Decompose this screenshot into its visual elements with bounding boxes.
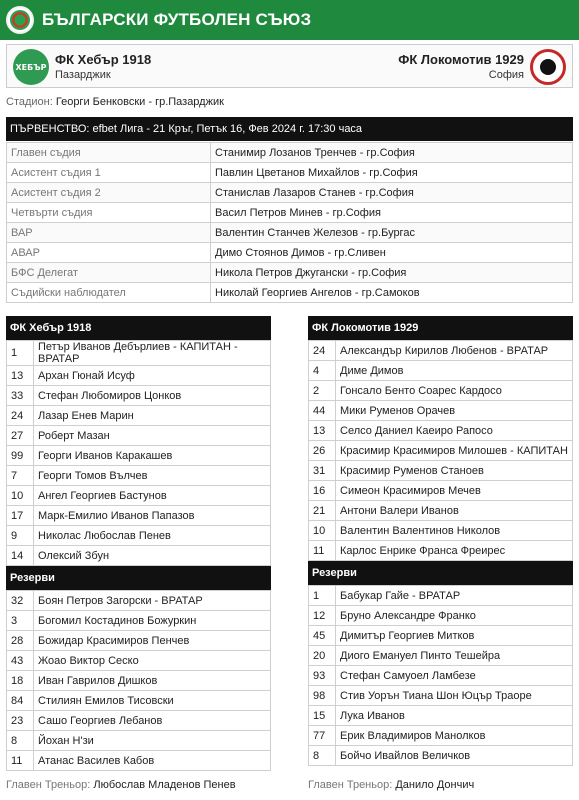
player-number: 9	[7, 526, 34, 546]
player-row	[7, 526, 271, 546]
player-name: Димитър Георгиев Митков	[336, 626, 573, 646]
away-team-name: ФК Локомотив 1929	[398, 52, 524, 67]
player-number: 11	[7, 751, 34, 771]
home-team-logo-icon: ХЕБЪР	[13, 49, 49, 85]
player-number: 15	[309, 706, 336, 726]
official-row	[7, 223, 573, 243]
player-name: Николас Любослав Пенев	[34, 526, 271, 546]
player-name: Георги Иванов Каракашев	[34, 446, 271, 466]
player-number: 13	[309, 421, 336, 441]
player-name: Симеон Красимиров Мечев	[336, 481, 573, 501]
player-number: 7	[7, 466, 34, 486]
official-role: Главен съдия	[7, 143, 211, 163]
player-number: 98	[309, 686, 336, 706]
player-row	[309, 401, 573, 421]
player-name: Лазар Енев Марин	[34, 406, 271, 426]
player-name: Красимир Красимиров Милошев - КАПИТАН	[336, 441, 573, 461]
match-header	[6, 44, 573, 88]
player-row	[309, 541, 573, 561]
competition-bar: ПЪРВЕНСТВО: efbet Лига - 21 Кръг, Петък 16, Фев 2024 г. 17:30 часа	[6, 117, 573, 141]
official-name: Валентин Станчев Железов - гр.Бургас	[211, 223, 573, 243]
player-name: Олексий Збун	[34, 546, 271, 566]
player-number: 10	[7, 486, 34, 506]
player-row	[7, 611, 271, 631]
player-row	[7, 366, 271, 386]
player-number: 2	[309, 381, 336, 401]
player-name: Карлос Енрике Франса Фреирес	[336, 541, 573, 561]
player-row	[309, 586, 573, 606]
player-row	[309, 481, 573, 501]
away-team-logo-icon	[530, 49, 566, 85]
player-name: Архан Гюнай Исуф	[34, 366, 271, 386]
away-lineup-title: ФК Локомотив 1929	[308, 316, 573, 340]
player-row	[7, 546, 271, 566]
player-row	[309, 521, 573, 541]
player-number: 1	[309, 586, 336, 606]
official-row	[7, 203, 573, 223]
player-name: Стефан Самуоел Ламбезе	[336, 666, 573, 686]
player-row	[309, 706, 573, 726]
official-name: Никола Петров Джугански - гр.София	[211, 263, 573, 283]
official-role: Асистент съдия 1	[7, 163, 211, 183]
player-row	[7, 486, 271, 506]
home-coach-label: Главен Треньор:	[6, 779, 91, 791]
player-number: 24	[309, 341, 336, 361]
official-name: Станимир Лозанов Тренчев - гр.София	[211, 143, 573, 163]
player-row	[7, 506, 271, 526]
player-number: 26	[309, 441, 336, 461]
official-name: Станислав Лазаров Станев - гр.София	[211, 183, 573, 203]
top-bar	[0, 0, 579, 40]
away-team-city: София	[488, 69, 524, 81]
player-number: 33	[7, 386, 34, 406]
player-name: Петър Иванов Дебърлиев - КАПИТАН - ВРАТАР	[34, 341, 271, 366]
player-number: 27	[7, 426, 34, 446]
header-title: БЪЛГАРСКИ ФУТБОЛЕН СЪЮЗ	[42, 10, 312, 29]
player-name: Бруно Александре Франко	[336, 606, 573, 626]
official-row	[7, 263, 573, 283]
player-row	[7, 751, 271, 771]
player-name: Александър Кирилов Любенов - ВРАТАР	[336, 341, 573, 361]
official-role: БФС Делегат	[7, 263, 211, 283]
player-name: Ерик Владимиров Манолков	[336, 726, 573, 746]
player-number: 32	[7, 591, 34, 611]
player-number: 14	[7, 546, 34, 566]
player-number: 23	[7, 711, 34, 731]
home-subs-table	[6, 590, 271, 771]
player-number: 31	[309, 461, 336, 481]
official-name: Николай Георгиев Ангелов - гр.Самоков	[211, 283, 573, 303]
player-number: 16	[309, 481, 336, 501]
player-number: 8	[309, 746, 336, 766]
stadium-line	[6, 96, 224, 108]
home-team-name: ФК Хебър 1918	[55, 52, 152, 67]
player-name: Бабукар Гайе - ВРАТАР	[336, 586, 573, 606]
player-row	[7, 731, 271, 751]
away-starters-table	[308, 340, 573, 561]
player-row	[309, 441, 573, 461]
home-subs-title: Резерви	[6, 566, 271, 590]
player-number: 11	[309, 541, 336, 561]
player-name: Диого Емануел Пинто Тешейра	[336, 646, 573, 666]
player-name: Божидар Красимиров Пенчев	[34, 631, 271, 651]
player-name: Диме Димов	[336, 361, 573, 381]
player-number: 24	[7, 406, 34, 426]
official-name: Димо Стоянов Димов - гр.Сливен	[211, 243, 573, 263]
official-row	[7, 283, 573, 303]
player-number: 45	[309, 626, 336, 646]
player-number: 17	[7, 506, 34, 526]
player-name: Стилиян Емилов Тисовски	[34, 691, 271, 711]
player-number: 28	[7, 631, 34, 651]
player-row	[7, 426, 271, 446]
player-number: 93	[309, 666, 336, 686]
player-row	[7, 406, 271, 426]
official-role: Съдийски наблюдател	[7, 283, 211, 303]
player-number: 21	[309, 501, 336, 521]
player-name: Красимир Руменов Станоев	[336, 461, 573, 481]
player-row	[7, 671, 271, 691]
player-name: Мики Руменов Орачев	[336, 401, 573, 421]
player-name: Георги Томов Вълчев	[34, 466, 271, 486]
player-row	[309, 686, 573, 706]
player-row	[309, 501, 573, 521]
official-row	[7, 143, 573, 163]
official-role: ВАР	[7, 223, 211, 243]
player-row	[7, 651, 271, 671]
player-name: Селсо Даниел Каеиро Рапосо	[336, 421, 573, 441]
player-name: Боян Петров Загорски - ВРАТАР	[34, 591, 271, 611]
away-coach-label: Главен Треньор:	[308, 779, 393, 791]
player-name: Марк-Емилио Иванов Папазов	[34, 506, 271, 526]
player-name: Валентин Валентинов Николов	[336, 521, 573, 541]
player-row	[309, 341, 573, 361]
player-name: Иван Гаврилов Дишков	[34, 671, 271, 691]
home-lineup	[6, 316, 271, 771]
player-number: 13	[7, 366, 34, 386]
player-row	[7, 711, 271, 731]
player-name: Стив Уорън Тиана Шон Юцър Траоре	[336, 686, 573, 706]
player-row	[7, 446, 271, 466]
officials-table	[6, 142, 573, 303]
official-name: Павлин Цветанов Михайлов - гр.София	[211, 163, 573, 183]
player-row	[309, 726, 573, 746]
player-row	[309, 646, 573, 666]
player-number: 18	[7, 671, 34, 691]
player-number: 20	[309, 646, 336, 666]
away-coach-line	[308, 779, 474, 791]
player-name: Антони Валери Иванов	[336, 501, 573, 521]
official-role: Асистент съдия 2	[7, 183, 211, 203]
away-subs-table	[308, 585, 573, 766]
player-row	[309, 381, 573, 401]
player-row	[309, 461, 573, 481]
player-name: Роберт Мазан	[34, 426, 271, 446]
official-row	[7, 163, 573, 183]
away-coach-name: Данило Дончич	[395, 779, 475, 791]
player-number: 12	[309, 606, 336, 626]
stadium-label: Стадион:	[6, 96, 53, 108]
home-coach-name: Любослав Младенов Пенев	[93, 779, 236, 791]
player-name: Бойчо Ивайлов Величков	[336, 746, 573, 766]
player-number: 3	[7, 611, 34, 631]
home-starters-table	[6, 340, 271, 566]
player-row	[309, 746, 573, 766]
player-number: 99	[7, 446, 34, 466]
player-number: 8	[7, 731, 34, 751]
player-row	[7, 591, 271, 611]
player-name: Ангел Георгиев Бастунов	[34, 486, 271, 506]
player-row	[309, 421, 573, 441]
official-role: Четвърти съдия	[7, 203, 211, 223]
player-name: Гонсало Бенто Соарес Кардосо	[336, 381, 573, 401]
away-subs-title: Резерви	[308, 561, 573, 585]
player-name: Богомил Костадинов Божуркин	[34, 611, 271, 631]
player-row	[7, 341, 271, 366]
player-number: 1	[7, 341, 34, 366]
player-row	[309, 361, 573, 381]
player-number: 77	[309, 726, 336, 746]
official-row	[7, 243, 573, 263]
player-number: 84	[7, 691, 34, 711]
player-row	[7, 386, 271, 406]
player-name: Йохан Н'зи	[34, 731, 271, 751]
player-name: Лука Иванов	[336, 706, 573, 726]
stadium-value: Георги Бенковски - гр.Пазарджик	[55, 96, 224, 108]
player-name: Стефан Любомиров Цонков	[34, 386, 271, 406]
player-row	[309, 606, 573, 626]
official-role: АВАР	[7, 243, 211, 263]
official-name: Васил Петров Минев - гр.София	[211, 203, 573, 223]
home-coach-line	[6, 779, 236, 791]
bfu-logo-icon	[6, 6, 34, 34]
home-team-city: Пазарджик	[55, 69, 111, 81]
player-row	[309, 626, 573, 646]
player-row	[7, 691, 271, 711]
away-lineup	[308, 316, 573, 766]
player-name: Сашо Георгиев Лебанов	[34, 711, 271, 731]
player-name: Жоао Виктор Сеско	[34, 651, 271, 671]
player-name: Атанас Василев Кабов	[34, 751, 271, 771]
player-number: 10	[309, 521, 336, 541]
player-row	[309, 666, 573, 686]
player-row	[7, 466, 271, 486]
player-row	[7, 631, 271, 651]
home-lineup-title: ФК Хебър 1918	[6, 316, 271, 340]
official-row	[7, 183, 573, 203]
player-number: 43	[7, 651, 34, 671]
player-number: 44	[309, 401, 336, 421]
player-number: 4	[309, 361, 336, 381]
